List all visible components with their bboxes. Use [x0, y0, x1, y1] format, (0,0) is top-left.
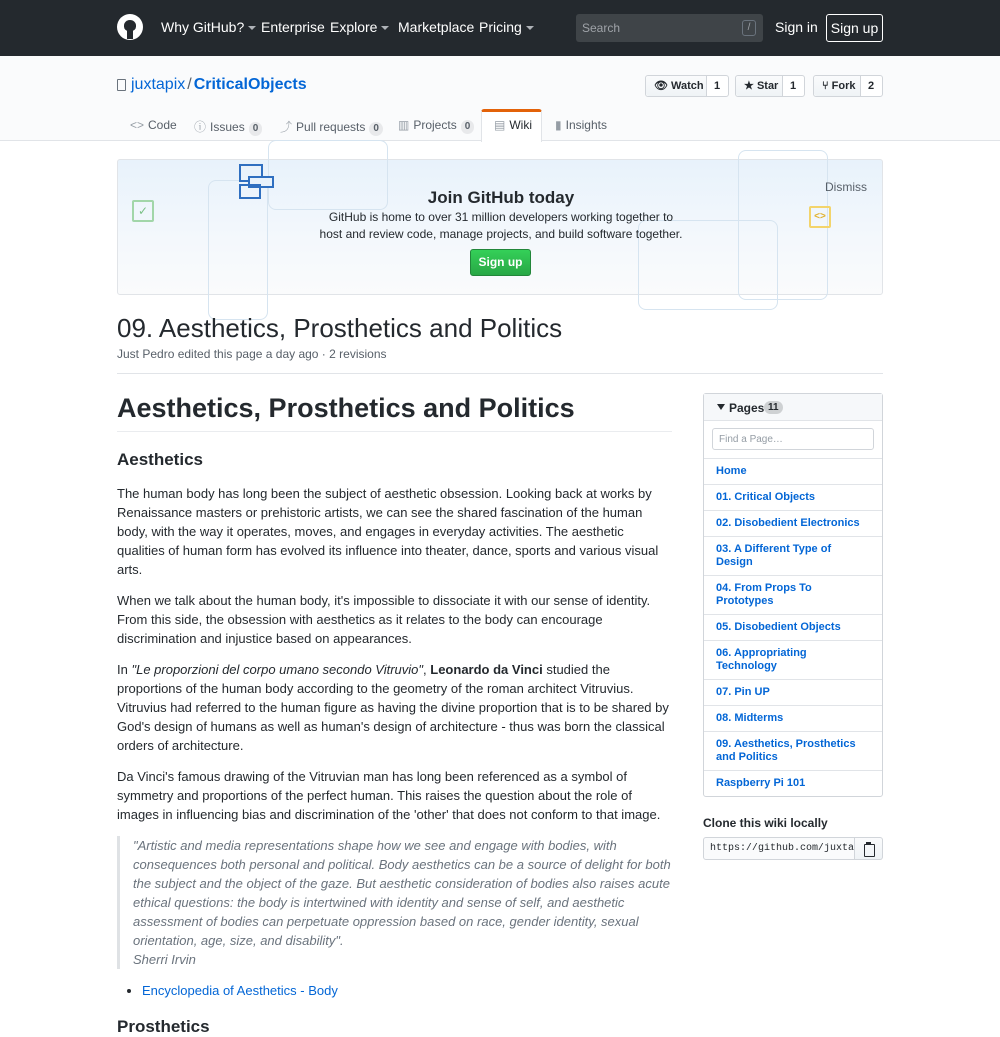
quote-author: Sherri Irvin — [133, 952, 196, 967]
graph-icon: ▮ — [555, 118, 562, 132]
sidebar-item-pin-up[interactable]: 07. Pin UP — [704, 680, 882, 706]
issue-icon: ⓘ — [194, 120, 207, 134]
clone-url-input[interactable] — [703, 837, 855, 860]
pages-count-badge: 11 — [764, 401, 783, 414]
pull-request-icon: ⤴ — [280, 120, 293, 134]
banner-sign-up-button[interactable]: Sign up — [470, 249, 531, 276]
triangle-down-icon — [717, 404, 725, 410]
sidebar-item-different-type-of-design[interactable]: 03. A Different Type of Design — [704, 537, 882, 576]
clone-title: Clone this wiki locally — [703, 816, 828, 830]
repo-title — [131, 76, 307, 94]
tab-pull-requests[interactable]: ⤴ Pull requests 0 — [280, 118, 383, 136]
chevron-down-icon — [526, 26, 534, 30]
chevron-down-icon — [248, 26, 256, 30]
search-shortcut-key: / — [742, 20, 756, 36]
paragraph: In "Le proporzioni del corpo umano secondo Vitruvio", Leonardo da Vinci studied the proportions of the human body according to the geometry of the roman architect Vitruvius. Vitruvius had referred to the human figure as having the divine proportion that is to be shared by God's design of humans as well as human's design of architecture - thus was born the classical orders of architecture. — [117, 662, 669, 753]
sidebar-item-aesthetics-prosthetics-politics[interactable]: 09. Aesthetics, Prosthetics and Politics — [704, 732, 882, 771]
chevron-down-icon — [381, 26, 389, 30]
star-button-group — [735, 75, 805, 97]
pages-toggle[interactable]: Pages 11 — [704, 394, 882, 421]
fork-button[interactable]: ⑂ Fork — [814, 76, 861, 96]
wiki-content — [117, 393, 672, 1037]
pages-sidebar — [703, 393, 883, 797]
star-count[interactable]: 1 — [789, 80, 797, 92]
nav-enterprise[interactable]: Enterprise — [261, 19, 325, 35]
page-meta: Just Pedro edited this page a day ago · 2 revisions — [117, 347, 387, 361]
code-box-icon: <> — [809, 206, 831, 228]
nav-pricing[interactable]: Pricing — [479, 19, 534, 35]
signup-banner — [117, 159, 883, 295]
sidebar-item-props-to-prototypes[interactable]: 04. From Props To Prototypes — [704, 576, 882, 615]
list-item — [142, 981, 672, 1000]
paragraph: The human body has long been the subject of aesthetic obsession. Looking back at works by Renaissance masters or prehistoric artists, we can see the shared fascination of the human body, with the way it operates, moves, and engages in everyday activities. The aesthetic qualities of human form has evolved its influence into theater, dance, sports and various visual arts. — [117, 486, 659, 577]
code-icon: <> — [130, 118, 145, 132]
site-header — [0, 0, 1000, 56]
nav-why-github[interactable]: Why GitHub? — [161, 19, 256, 35]
clone-url-group — [703, 837, 883, 860]
quote-text: "Artistic and media representations shape how we see and engage with bodies, with consequences both personal and political. Body aesthetics can be a source of delight for both the subject and the object of the gaze. But aesthetic consideration of bodies also raises acute ethical questions: the body is intertwined with identity and sense of self, and aesthetic assessment of bodies can perpetuate oppression based on race, gender identity, sexual orientation, age, size, and disability". — [133, 838, 671, 948]
sidebar-item-critical-objects[interactable]: 01. Critical Objects — [704, 485, 882, 511]
tab-wiki[interactable]: ▤ Wiki — [494, 118, 533, 132]
content-heading: Aesthetics, Prosthetics and Politics — [117, 393, 672, 432]
sidebar-item-home[interactable]: Home — [704, 459, 882, 485]
link-list — [142, 981, 672, 1000]
sign-in-link[interactable]: Sign in — [775, 19, 818, 35]
search-input[interactable] — [576, 14, 736, 42]
repo-separator: / — [187, 76, 192, 93]
book-icon: ▤ — [494, 118, 506, 132]
repo-name-link[interactable]: CriticalObjects — [193, 76, 307, 93]
paragraph: When we talk about the human body, it's impossible to dissociate it with our sense of identity. From this side, the obsession with aesthetics as it relates to the body can encourage discrimination and injustice based on appearances. — [117, 593, 651, 646]
section-heading-aesthetics: Aesthetics — [117, 450, 203, 469]
tab-projects[interactable]: ▥ Projects 0 — [398, 118, 474, 134]
sidebar-item-midterms[interactable]: 08. Midterms — [704, 706, 882, 732]
star-button[interactable]: ★ Star — [736, 76, 783, 96]
page-title: 09. Aesthetics, Prosthetics and Politics — [117, 313, 563, 343]
banner-title: Join GitHub today — [427, 188, 575, 207]
sidebar-item-disobedient-electronics[interactable]: 02. Disobedient Electronics — [704, 511, 882, 537]
section-heading-prosthetics: Prosthetics — [117, 1017, 210, 1036]
tab-insights[interactable]: ▮ Insights — [555, 118, 607, 132]
projects-counter: 0 — [461, 120, 475, 134]
issues-counter: 0 — [249, 122, 263, 136]
encyclopedia-link[interactable]: Encyclopedia of Aesthetics - Body — [142, 983, 338, 998]
repo-owner-link[interactable]: juxtapix — [131, 76, 186, 93]
find-page-input[interactable] — [712, 428, 874, 450]
watch-button-group — [645, 75, 729, 97]
divider — [117, 373, 883, 374]
sidebar-item-raspberry-pi-101[interactable]: Raspberry Pi 101 — [716, 777, 806, 789]
nav-marketplace[interactable]: Marketplace — [398, 19, 475, 35]
project-icon: ▥ — [398, 118, 410, 132]
fork-button-group — [813, 75, 883, 97]
tab-code[interactable]: <> Code — [130, 118, 177, 132]
blockquote — [117, 836, 672, 969]
banner-text: GitHub is home to over 31 million developers working together to host and review code, manage projects, and build software together. — [319, 210, 683, 241]
star-icon: ★ — [744, 80, 754, 92]
eye-icon: 👁 — [654, 80, 668, 92]
pages-filter-container — [704, 421, 882, 459]
paragraph: Da Vinci's famous drawing of the Vitruvian man has long been referenced as a symbol of symmetry and proportions of the perfect human. This raises the question about the role of images in influencing bias and discrimination of the 'other' that does not conform to that image. — [117, 769, 661, 822]
fork-icon: ⑂ — [822, 80, 829, 92]
watch-button[interactable]: 👁 Watch — [646, 76, 707, 96]
github-logo-icon[interactable] — [117, 14, 143, 40]
watch-count[interactable]: 1 — [713, 80, 721, 92]
sidebar-item-appropriating-technology[interactable]: 06. Appropriating Technology — [704, 641, 882, 680]
dismiss-button[interactable]: Dismiss — [825, 180, 867, 194]
tab-issues[interactable]: ⓘ Issues 0 — [194, 118, 262, 136]
check-icon: ✓ — [132, 200, 154, 222]
sign-up-button[interactable]: Sign up — [826, 14, 883, 42]
pull-requests-counter: 0 — [369, 122, 383, 136]
clipboard-icon[interactable] — [855, 837, 883, 860]
repo-head — [0, 56, 1000, 141]
search-container — [576, 14, 763, 42]
fork-count[interactable]: 2 — [867, 80, 875, 92]
nav-explore[interactable]: Explore — [330, 19, 389, 35]
repo-icon — [117, 79, 126, 91]
sidebar-item-disobedient-objects[interactable]: 05. Disobedient Objects — [704, 615, 882, 641]
